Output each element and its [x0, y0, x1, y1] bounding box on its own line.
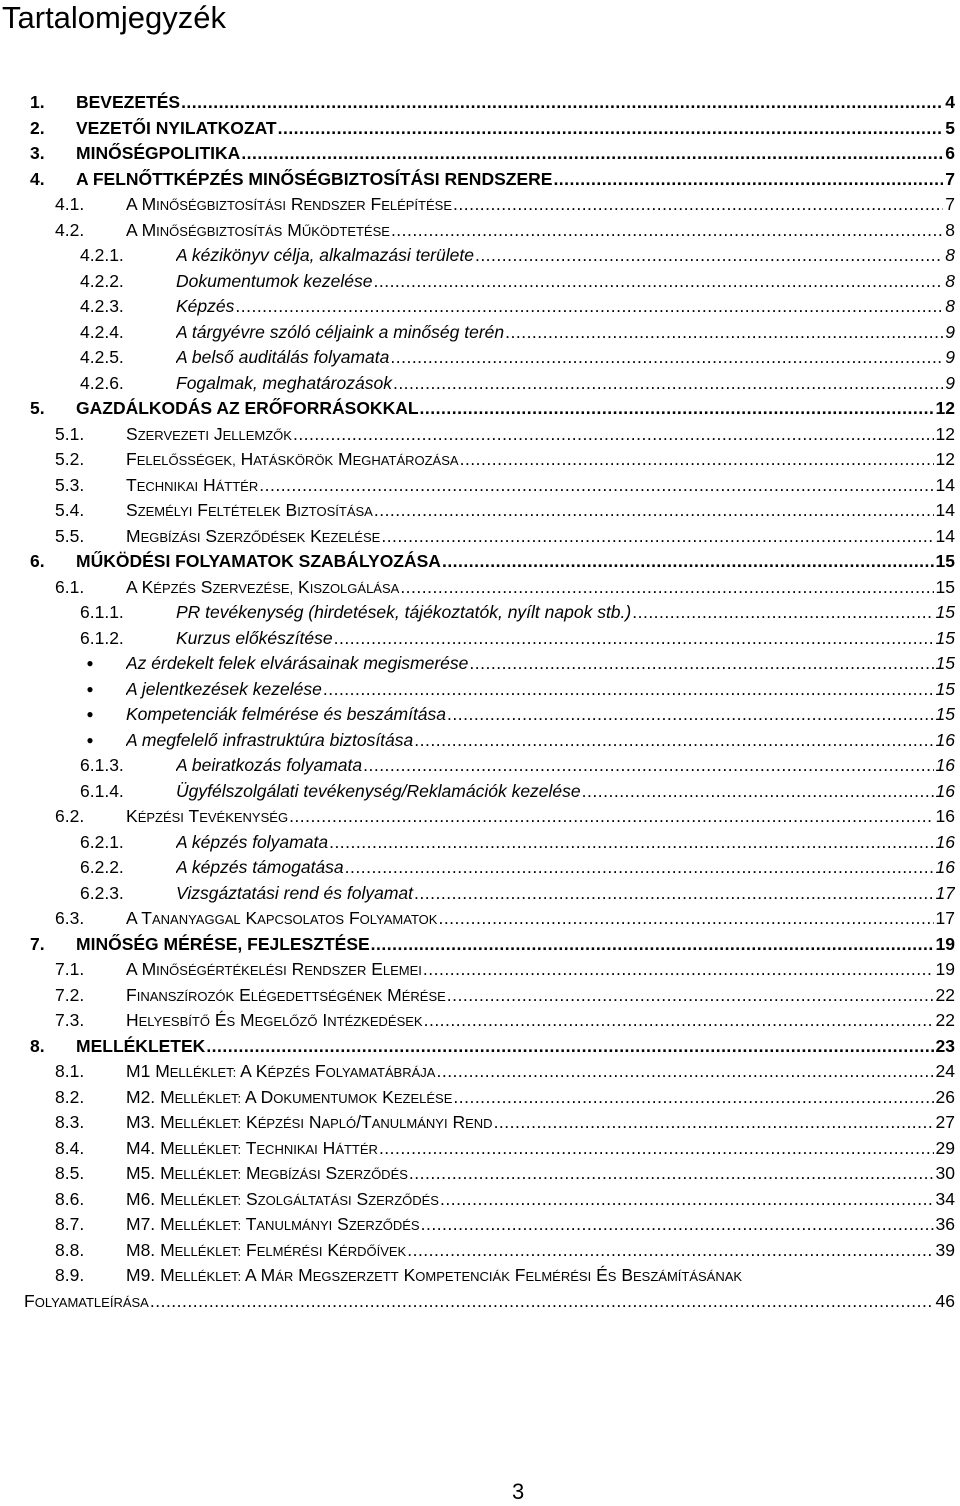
- toc-entry-title: KÉPZÉSI TEVÉKENYSÉG: [126, 806, 289, 826]
- toc-entry-title: M8. MELLÉKLET: FELMÉRÉSI KÉRDŐÍVEK: [126, 1239, 407, 1260]
- toc-entry-number: 4.2.1.: [80, 245, 124, 265]
- dot-leader: [435, 1059, 933, 1085]
- toc-entry-title: A megfelelő infrastruktúra biztosítása: [126, 729, 414, 750]
- toc-entry[interactable]: [0, 779, 960, 805]
- toc-entry-number: 8.8.: [55, 1239, 85, 1260]
- toc-entry[interactable]: [0, 906, 960, 932]
- toc-entry-page: 22: [935, 1010, 955, 1030]
- toc-entry[interactable]: [0, 651, 960, 677]
- dot-leader: [392, 371, 943, 397]
- toc-entry-page: 9: [945, 372, 955, 393]
- toc-entry-number: 6.1.2.: [80, 627, 124, 648]
- toc-entry-number: 8.6.: [55, 1188, 85, 1209]
- dot-leader: [459, 447, 934, 473]
- toc-entry-page: 12: [935, 398, 955, 418]
- toc-entry-page: 12: [935, 423, 955, 444]
- toc-entry[interactable]: [0, 1085, 960, 1111]
- toc-entry[interactable]: [0, 1212, 960, 1238]
- toc-entry-page: 16: [935, 780, 955, 801]
- bullet-icon: [82, 702, 98, 728]
- toc-entry[interactable]: [0, 1187, 960, 1213]
- toc-entry-page: 30: [935, 1163, 955, 1183]
- dot-leader: [372, 269, 943, 295]
- toc-entry-title: A belső auditálás folyamata: [176, 347, 390, 367]
- toc-entry[interactable]: [0, 396, 960, 422]
- toc-entry-number: 6.1.: [55, 576, 85, 597]
- toc-entry[interactable]: [0, 422, 960, 448]
- toc-entry-title: FELELŐSSÉGEK, HATÁSKÖRÖK MEGHATÁROZÁSA: [126, 449, 459, 469]
- toc-entry[interactable]: [0, 1110, 960, 1136]
- toc-entry-title: M3. MELLÉKLET: KÉPZÉSI NAPLÓ/TANULMÁNYI REND: [126, 1112, 493, 1132]
- toc-entry-title: HELYESBÍTŐ ÉS MEGELŐZŐ INTÉZKEDÉSEK: [126, 1010, 423, 1030]
- toc-entry-number: 8.9.: [55, 1265, 85, 1285]
- toc-entry-page: 34: [935, 1188, 955, 1209]
- toc-entry-number: 7.2.: [55, 984, 85, 1005]
- toc-entry[interactable]: [0, 1263, 960, 1289]
- toc-entry-number: 5.3.: [55, 474, 85, 495]
- toc-entry-number: 6.2.1.: [80, 831, 124, 852]
- toc-entry-title: Fogalmak, meghatározások: [176, 372, 392, 393]
- dot-leader: [420, 1212, 934, 1238]
- toc-entry[interactable]: [0, 830, 960, 856]
- toc-entry[interactable]: [0, 524, 960, 550]
- toc-entry[interactable]: [0, 141, 960, 167]
- toc-entry-number: 4.2.3.: [80, 296, 124, 316]
- toc-entry-page: 17: [935, 882, 955, 903]
- dot-leader: [493, 1110, 934, 1136]
- toc-entry-page: 19: [935, 959, 955, 979]
- toc-entry-page: 15: [935, 627, 955, 648]
- toc-entry-title: A MINŐSÉGBIZTOSÍTÁSI RENDSZER FELÉPÍTÉSE: [126, 194, 452, 214]
- toc-entry-number: 1.: [30, 92, 45, 112]
- toc-entry[interactable]: [0, 243, 960, 269]
- toc-entry[interactable]: [0, 677, 960, 703]
- toc-entry-title: A beiratkozás folyamata: [176, 755, 363, 775]
- toc-entry-title: VEZETŐI NYILATKOZAT: [76, 117, 277, 138]
- toc-entry[interactable]: [0, 116, 960, 142]
- toc-entry-title: MINŐSÉGPOLITIKA: [76, 143, 241, 163]
- toc-entry-number: 4.: [30, 168, 45, 189]
- dot-leader: [441, 549, 934, 575]
- toc-entry-title: A tárgyévre szóló céljaink a minőség terén: [176, 321, 505, 342]
- dot-leader: [631, 600, 933, 626]
- dot-leader: [240, 141, 943, 167]
- toc-entry[interactable]: [0, 90, 960, 116]
- dot-leader: [390, 218, 943, 244]
- toc-entry-title: M7. MELLÉKLET: TANULMÁNYI SZERZŐDÉS: [126, 1214, 420, 1234]
- toc-entry-page: 14: [935, 500, 955, 520]
- toc-entry-number: 4.2.4.: [80, 321, 124, 342]
- toc-entry-title: SZEMÉLYI FELTÉTELEK BIZTOSÍTÁSA: [126, 500, 373, 520]
- toc-entry[interactable]: [0, 345, 960, 371]
- toc-entry-number: 4.2.: [55, 219, 85, 240]
- toc-entry-page: 16: [935, 857, 955, 877]
- toc-entry-number: 5.4.: [55, 500, 85, 520]
- toc-entry[interactable]: [0, 702, 960, 728]
- toc-entry-number: 6.1.4.: [80, 780, 124, 801]
- toc-entry[interactable]: [0, 549, 960, 575]
- toc-entry[interactable]: [0, 320, 960, 346]
- dot-leader: [446, 702, 934, 728]
- toc-entry-page: 14: [935, 474, 955, 495]
- toc-entry-title: M2. MELLÉKLET: A DOKUMENTUMOK KEZELÉSE: [126, 1086, 453, 1107]
- toc-entry-page: 8: [945, 245, 955, 265]
- toc-entry-title: Vizsgáztatási rend és folyamat: [176, 882, 414, 903]
- toc-entry-title: A TANANYAGGAL KAPCSOLATOS FOLYAMATOK: [126, 908, 438, 928]
- toc-entry-title: M1 MELLÉKLET: A KÉPZÉS FOLYAMATÁBRÁJA: [126, 1061, 436, 1081]
- toc-entry-page: 15: [935, 551, 955, 571]
- toc-entry-number: 5.2.: [55, 449, 85, 469]
- toc-entry-number: 7.: [30, 933, 45, 954]
- dot-leader: [419, 396, 934, 422]
- dot-leader: [149, 1289, 934, 1315]
- toc-entry-page: 23: [935, 1035, 955, 1056]
- toc-entry-title: MEGBÍZÁSI SZERZŐDÉSEK KEZELÉSE: [126, 525, 381, 546]
- dot-leader: [399, 575, 933, 601]
- toc-entry-page: 6: [945, 143, 955, 163]
- toc-entry-number: 8.2.: [55, 1086, 85, 1107]
- dot-leader: [504, 320, 943, 346]
- dot-leader: [406, 1238, 933, 1264]
- dot-leader: [344, 855, 934, 881]
- dot-leader: [378, 1136, 934, 1162]
- toc-entry-title: A kézikönyv célja, alkalmazási területe: [176, 245, 474, 265]
- toc-entry-page: 29: [935, 1137, 955, 1158]
- toc-entry-title: Kurzus előkészítése: [176, 627, 333, 648]
- toc-entry-page: 9: [945, 321, 955, 342]
- toc-entry-number: 8.7.: [55, 1214, 85, 1234]
- toc-entry-page: 36: [935, 1214, 955, 1234]
- toc-entry-title: Dokumentumok kezelése: [176, 270, 373, 291]
- toc-entry-page: 16: [935, 729, 955, 750]
- toc-entry[interactable]: [0, 728, 960, 754]
- toc-entry[interactable]: [0, 371, 960, 397]
- toc-entry-title: GAZDÁLKODÁS AZ ERŐFORRÁSOKKAL: [76, 398, 419, 418]
- toc-entry-title: A jelentkezések kezelése: [126, 678, 322, 699]
- toc-entry-title: MELLÉKLETEK: [76, 1035, 206, 1056]
- toc-entry-number: 6.1.1.: [80, 602, 124, 622]
- dot-leader: [439, 1187, 934, 1213]
- toc-entry[interactable]: [0, 294, 960, 320]
- toc-entry-title: MINŐSÉG MÉRÉSE, FEJLESZTÉSE: [76, 933, 370, 954]
- dot-leader: [333, 626, 934, 652]
- toc-entry-title: A KÉPZÉS SZERVEZÉSE, KISZOLGÁLÁSA: [126, 576, 400, 597]
- dot-leader: [328, 830, 933, 856]
- dot-leader: [389, 345, 943, 371]
- toc-entry-page: 7: [945, 194, 955, 214]
- toc-entry[interactable]: [0, 957, 960, 983]
- toc-entry[interactable]: [0, 804, 960, 830]
- toc-entry[interactable]: [0, 1008, 960, 1034]
- toc-entry-page: 22: [935, 984, 955, 1005]
- toc-entry-number: 3.: [30, 143, 45, 163]
- toc-entry-page: 19: [935, 933, 955, 954]
- dot-leader: [258, 473, 933, 499]
- toc-entry-page: 7: [945, 168, 955, 189]
- dot-leader: [452, 1085, 933, 1111]
- toc-entry[interactable]: [0, 269, 960, 295]
- page-title: Tartalomjegyzék: [2, 0, 226, 35]
- toc-entry-page: 27: [935, 1112, 955, 1132]
- toc-entry[interactable]: [0, 855, 960, 881]
- toc-entry[interactable]: [0, 447, 960, 473]
- toc-entry-number: 6.: [30, 551, 45, 571]
- toc-entry-page: 8: [945, 270, 955, 291]
- toc-entry-page: 46: [935, 1290, 955, 1311]
- toc-entry-title: A képzés támogatása: [176, 857, 344, 877]
- toc-entry-title: BEVEZETÉS: [76, 92, 181, 112]
- toc-entry-title: Az érdekelt felek elvárásainak megismerése: [126, 653, 469, 673]
- dot-leader: [452, 192, 943, 218]
- toc-entry-number: 8.: [30, 1035, 45, 1056]
- toc-entry[interactable]: [0, 932, 960, 958]
- dot-leader: [277, 116, 944, 142]
- toc-entry-number: 5.: [30, 398, 45, 418]
- toc-entry[interactable]: [0, 881, 960, 907]
- toc-entry-title: A képzés folyamata: [176, 831, 329, 852]
- toc-entry[interactable]: [0, 983, 960, 1009]
- toc-entry-page: 15: [935, 576, 955, 597]
- toc-entry-page: 16: [935, 831, 955, 852]
- dot-leader: [413, 881, 934, 907]
- toc-entry-title: M4. MELLÉKLET: TECHNIKAI HÁTTÉR: [126, 1137, 378, 1158]
- dot-leader: [437, 906, 933, 932]
- toc-entry-title: TECHNIKAI HÁTTÉR: [126, 474, 259, 495]
- bullet-icon: [82, 728, 98, 754]
- toc-entry-page: 8: [945, 296, 955, 316]
- toc-entry[interactable]: [0, 753, 960, 779]
- toc-entry[interactable]: [0, 1059, 960, 1085]
- toc-entry-page: 12: [935, 449, 955, 469]
- dot-leader: [292, 422, 934, 448]
- bullet-icon: [82, 677, 98, 703]
- page-number: 3: [512, 1479, 525, 1504]
- toc-entry-page: 4: [945, 92, 955, 112]
- toc-entry-continuation[interactable]: [0, 1289, 960, 1315]
- toc-entry[interactable]: [0, 575, 960, 601]
- dot-leader: [205, 1034, 933, 1060]
- toc-entry-title: Ügyfélszolgálati tevékenység/Reklamációk kezelése: [176, 780, 581, 801]
- toc-entry-title: FOLYAMATLEÍRÁSA: [24, 1290, 149, 1311]
- toc-entry-title: PR tevékenység (hirdetések, tájékoztatók, nyílt napok stb.): [176, 602, 632, 622]
- toc-entry-page: 16: [935, 755, 955, 775]
- toc-entry[interactable]: [0, 192, 960, 218]
- toc-entry-page: 15: [935, 678, 955, 699]
- dot-leader: [581, 779, 934, 805]
- dot-leader: [408, 1161, 934, 1187]
- toc-entry-number: 4.1.: [55, 194, 85, 214]
- dot-leader: [552, 167, 943, 193]
- bullet-icon: [82, 651, 98, 677]
- dot-leader: [468, 651, 933, 677]
- toc-entry-page: 15: [935, 653, 955, 673]
- toc-entry-number: 7.1.: [55, 959, 85, 979]
- toc-entry-page: 16: [935, 806, 955, 826]
- toc-entry-number: 5.1.: [55, 423, 85, 444]
- toc-entry[interactable]: [0, 1034, 960, 1060]
- dot-leader: [288, 804, 933, 830]
- toc-entry-number: 6.2.: [55, 806, 85, 826]
- table-of-contents: [0, 90, 960, 1314]
- toc-entry[interactable]: [0, 1161, 960, 1187]
- toc-entry-title: FINANSZÍROZÓK ELÉGEDETTSÉGÉNEK MÉRÉSE: [126, 984, 446, 1005]
- toc-entry[interactable]: [0, 498, 960, 524]
- dot-leader: [422, 957, 934, 983]
- toc-entry[interactable]: [0, 167, 960, 193]
- toc-entry-number: 8.3.: [55, 1112, 85, 1132]
- dot-leader: [234, 294, 943, 320]
- toc-entry-title: M6. MELLÉKLET: SZOLGÁLTATÁSI SZERZŐDÉS: [126, 1188, 439, 1209]
- toc-entry-title: MŰKÖDÉSI FOLYAMATOK SZABÁLYOZÁSA: [76, 551, 441, 571]
- toc-entry[interactable]: [0, 626, 960, 652]
- toc-entry-number: 4.2.2.: [80, 270, 124, 291]
- toc-entry[interactable]: [0, 473, 960, 499]
- toc-entry-number: 2.: [30, 117, 45, 138]
- dot-leader: [370, 932, 934, 958]
- toc-entry-number: 5.5.: [55, 525, 85, 546]
- toc-entry-number: 6.2.3.: [80, 882, 124, 903]
- dot-leader: [362, 753, 933, 779]
- toc-entry-title: A MINŐSÉGBIZTOSÍTÁS MŰKÖDTETÉSE: [126, 219, 390, 240]
- dot-leader: [380, 524, 933, 550]
- toc-entry-page: 15: [935, 602, 955, 622]
- toc-entry-number: 8.5.: [55, 1163, 85, 1183]
- toc-entry-title: Képzés: [176, 296, 235, 316]
- toc-entry-title: SZERVEZETI JELLEMZŐK: [126, 423, 292, 444]
- toc-entry-number: 4.2.6.: [80, 372, 124, 393]
- toc-entry-page: 17: [935, 908, 955, 928]
- toc-entry-number: 6.2.2.: [80, 857, 124, 877]
- toc-entry-title: M9. MELLÉKLET: A MÁR MEGSZERZETT KOMPETENCIÁK FELMÉRÉSI ÉS BESZÁMÍTÁSÁNAK: [126, 1265, 743, 1285]
- toc-entry-title: M5. MELLÉKLET: MEGBÍZÁSI SZERZŐDÉS: [126, 1163, 408, 1183]
- toc-entry-title: Kompetenciák felmérése és beszámítása: [126, 704, 447, 724]
- toc-entry-title: A MINŐSÉGÉRTÉKELÉSI RENDSZER ELEMEI: [126, 959, 422, 979]
- toc-entry-number: 6.3.: [55, 908, 85, 928]
- toc-entry-title: A FELNŐTTKÉPZÉS MINŐSÉGBIZTOSÍTÁSI RENDSZERE: [76, 168, 553, 189]
- toc-entry[interactable]: [0, 600, 960, 626]
- dot-leader: [474, 243, 943, 269]
- dot-leader: [446, 983, 934, 1009]
- dot-leader: [373, 498, 934, 524]
- dot-leader: [423, 1008, 934, 1034]
- toc-entry-number: 7.3.: [55, 1010, 85, 1030]
- dot-leader: [322, 677, 934, 703]
- toc-entry-page: 5: [945, 117, 955, 138]
- toc-entry[interactable]: [0, 1238, 960, 1264]
- toc-entry-page: 8: [945, 219, 955, 240]
- toc-entry-number: 6.1.3.: [80, 755, 124, 775]
- dot-leader: [180, 90, 943, 116]
- toc-entry[interactable]: [0, 218, 960, 244]
- dot-leader: [413, 728, 933, 754]
- toc-entry-page: 15: [935, 704, 955, 724]
- toc-entry-number: 4.2.5.: [80, 347, 124, 367]
- toc-entry-number: 8.4.: [55, 1137, 85, 1158]
- toc-entry-page: 26: [935, 1086, 955, 1107]
- toc-entry-page: 9: [945, 347, 955, 367]
- toc-entry-page: 24: [935, 1061, 955, 1081]
- toc-entry-number: 8.1.: [55, 1061, 85, 1081]
- toc-entry-page: 14: [935, 525, 955, 546]
- toc-entry-page: 39: [935, 1239, 955, 1260]
- toc-entry[interactable]: [0, 1136, 960, 1162]
